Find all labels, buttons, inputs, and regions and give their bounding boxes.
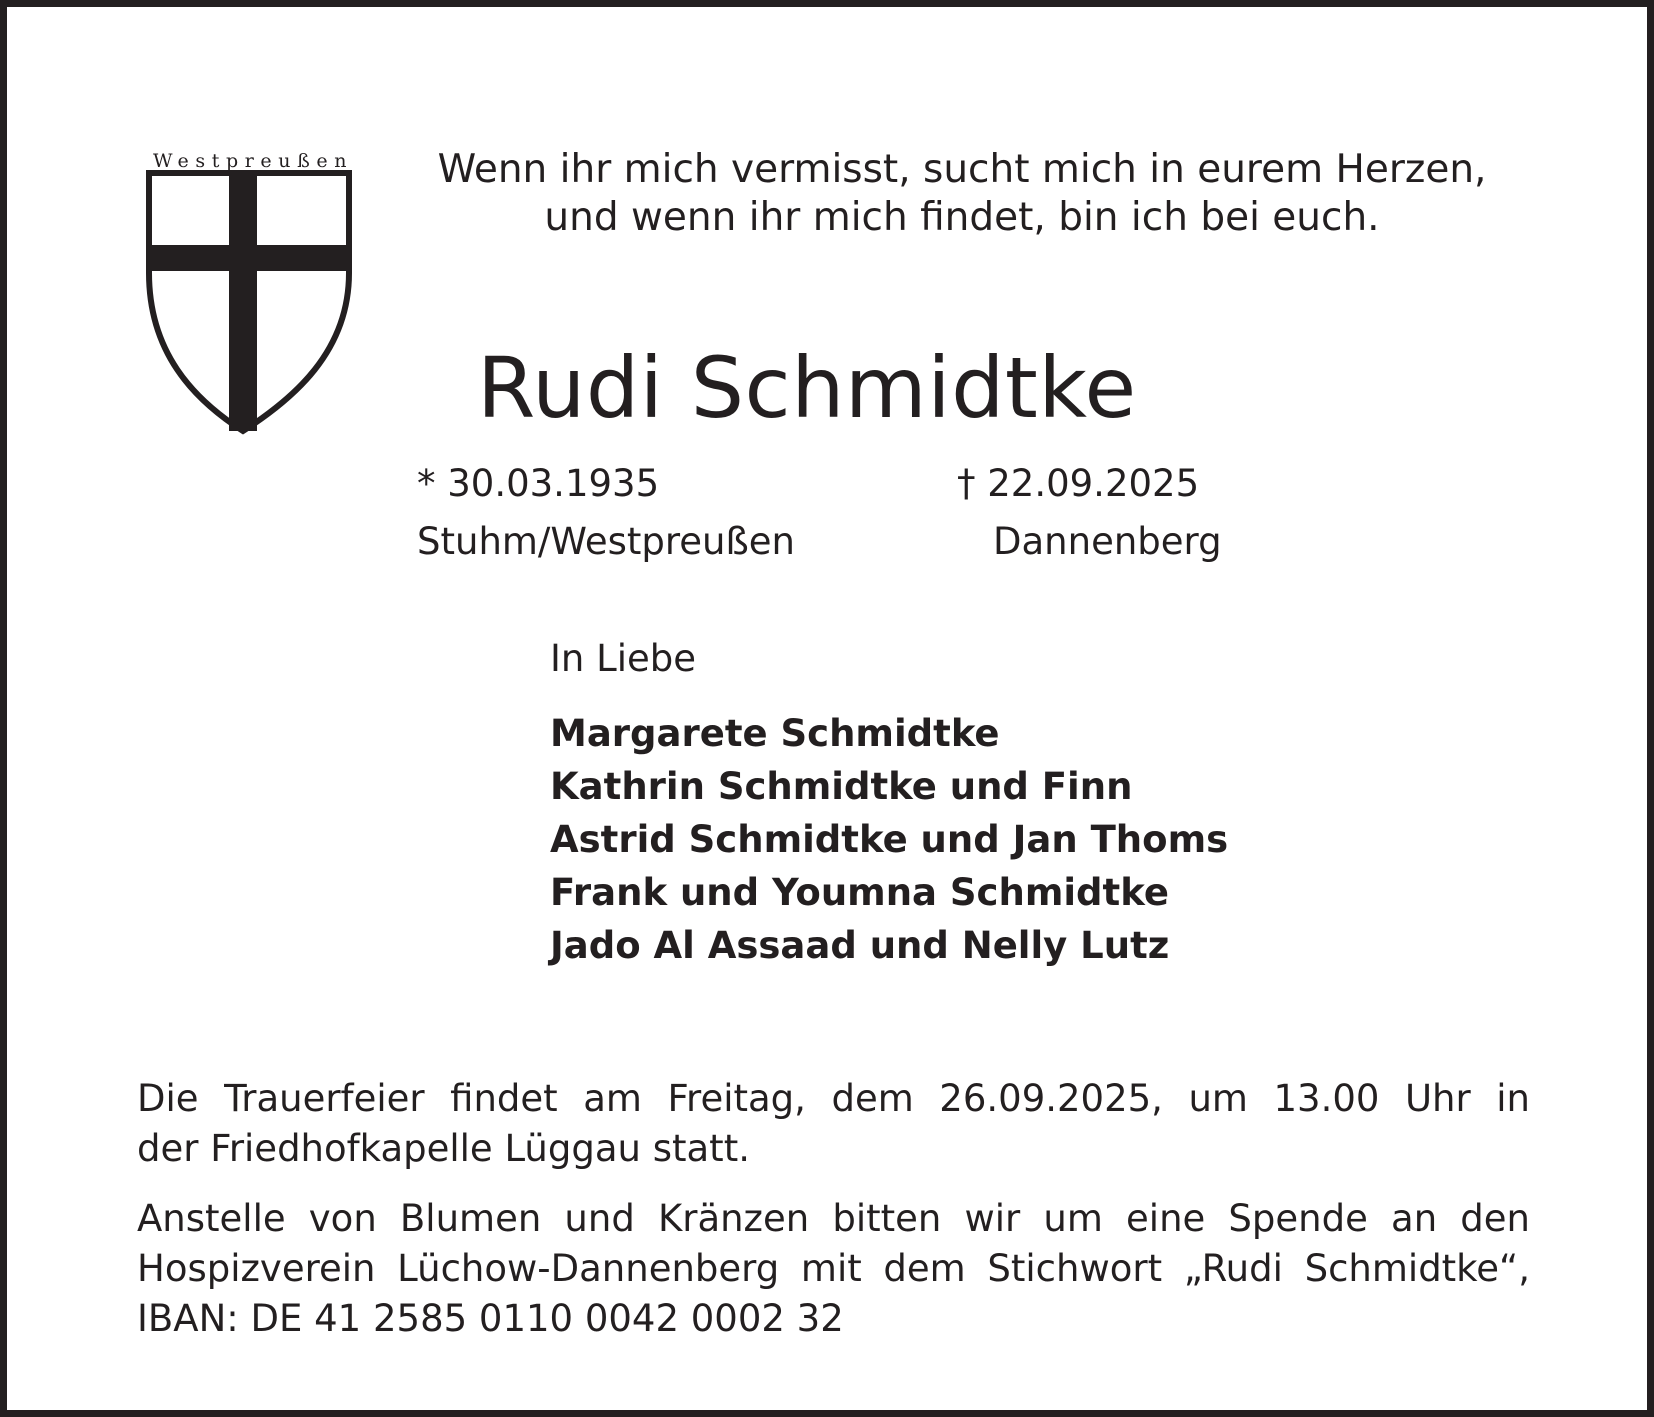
birth-place: Stuhm/Westpreußen [417, 520, 795, 563]
death-place: Dannenberg [993, 520, 1222, 563]
crest-label: Westpreußen [152, 150, 354, 172]
death-date: † 22.09.2025 [957, 462, 1200, 505]
quote-line-2: und wenn ihr mich findet, bin ich bei euch. [544, 195, 1380, 240]
shield-with-cross-icon [143, 147, 363, 437]
mourner-name: Kathrin Schmidtke und Finn [550, 765, 1133, 808]
mourner-name: Jado Al Assaad und Nelly Lutz [550, 924, 1170, 967]
mourner-name: Margarete Schmidtke [550, 712, 1000, 755]
mourner-name: Astrid Schmidtke und Jan Thoms [550, 818, 1229, 861]
donation-info [137, 1194, 1530, 1344]
funeral-info [137, 1074, 1530, 1174]
donation-info-line-2: Hospizverein Lüchow-Dannenberg mit dem Stichwort „Rudi Schmidtke“, [137, 1247, 1530, 1290]
mourners-intro: In Liebe [550, 637, 697, 680]
deceased-name: Rudi Schmidtke [477, 339, 1137, 437]
funeral-info-line-1: Die Trauerfeier findet am Freitag, dem 26.09.2025, um 13.00 Uhr in [137, 1077, 1530, 1120]
quote-line-1: Wenn ihr mich vermisst, sucht mich in eurem Herzen, [437, 147, 1487, 192]
mourner-list [550, 707, 1228, 972]
mourner-name: Frank und Youmna Schmidtke [550, 871, 1169, 914]
donation-iban: IBAN: DE 41 2585 0110 0042 0002 32 [137, 1297, 844, 1340]
donation-info-line-1: Anstelle von Blumen und Kränzen bitten wir um eine Spende an den [137, 1197, 1530, 1240]
funeral-info-line-2: der Friedhofkapelle Lüggau statt. [137, 1127, 750, 1170]
birth-date: * 30.03.1935 [417, 462, 660, 505]
